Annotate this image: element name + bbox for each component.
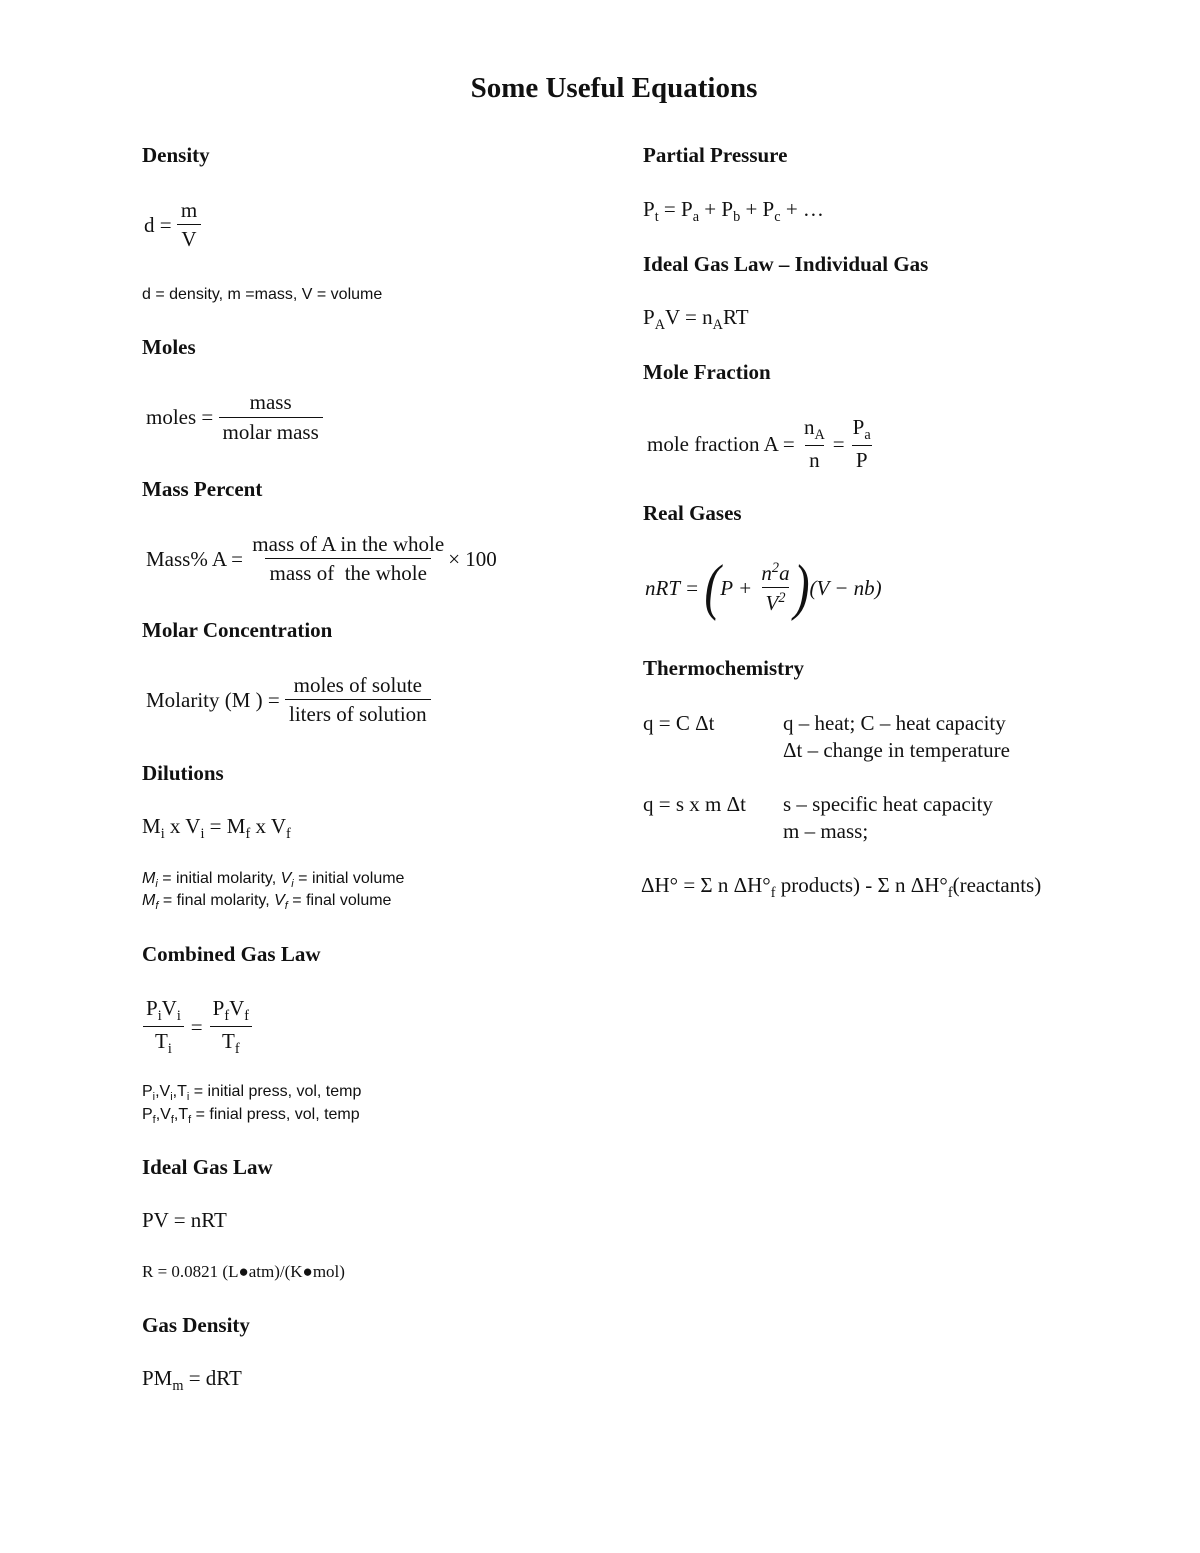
cg-t2: T (222, 1029, 235, 1054)
density-denominator: V (177, 224, 200, 252)
cg-v1: V (161, 996, 177, 1020)
moles-fraction (219, 390, 323, 445)
dil-m2: M (226, 814, 246, 838)
pp-sub-b: b (733, 209, 741, 226)
mf-n: n (803, 415, 815, 439)
thermo-desc-specific: s – specific heat capacity (783, 792, 993, 816)
thermo-desc-heat: q – heat; C – heat capacity (783, 711, 1006, 735)
note-initial-molarity: = initial molarity, (162, 870, 277, 887)
rg-v: V (765, 591, 779, 615)
dil-v1: V (185, 814, 201, 838)
dil-x2: x (250, 814, 271, 838)
hess-c: (reactants) (952, 873, 1042, 897)
equation-dilutions (142, 814, 291, 843)
moles-lhs: moles = (146, 405, 214, 429)
rg-a: a (779, 561, 790, 585)
combined-right-fraction (209, 996, 253, 1058)
pp-plus1: + (699, 197, 722, 221)
pp-sub-c: c (774, 209, 781, 226)
cgn-f2: f (170, 1114, 174, 1127)
dilutions-note-initial (142, 870, 404, 890)
heading-mole-fraction: Mole Fraction (643, 360, 771, 384)
note-initial-volume: = initial volume (298, 870, 405, 887)
cgn-i2: i (170, 1091, 173, 1104)
equation-molarity (146, 673, 431, 727)
dilutions-note-final (142, 892, 391, 912)
mf-sub-a: A (814, 427, 825, 444)
cgn-c4: , (173, 1106, 179, 1123)
density-fraction (177, 198, 201, 252)
combined-left-fraction (142, 996, 185, 1058)
rg-n: n (761, 561, 772, 585)
pp-p2: P (721, 197, 734, 221)
cgn-i3: i (186, 1091, 190, 1104)
equation-partial-pressure (643, 197, 824, 226)
moles-denominator: molar mass (219, 417, 323, 445)
cgn-initial-text: = initial press, vol, temp (193, 1083, 362, 1100)
note-sub-i: i (155, 878, 158, 891)
note-m-f: M (142, 892, 156, 909)
page-title: Some Useful Equations (470, 72, 758, 104)
note-sub-i2: i (291, 878, 294, 891)
hess-b: products) - Σ n ΔH° (775, 873, 948, 897)
heading-combined-gas-law: Combined Gas Law (142, 942, 321, 966)
molarity-lhs: Molarity (M ) = (146, 687, 280, 712)
equation-real-gases (645, 552, 882, 622)
mf-den-p: P (852, 445, 872, 473)
pp-plus2: + (740, 197, 763, 221)
mass-percent-fraction (248, 532, 448, 586)
thermo-eq-hess (641, 873, 1041, 902)
dil-v2: V (270, 814, 287, 838)
pp-p1: P (681, 197, 693, 221)
heading-thermochemistry: Thermochemistry (643, 656, 804, 680)
cg-i3: i (167, 1041, 172, 1058)
gd-sub-m: m (172, 1378, 184, 1395)
cgn-v2: V (160, 1106, 171, 1123)
cg-p2: P (212, 996, 225, 1020)
note-m-i: M (142, 870, 156, 887)
pp-p3: P (762, 197, 775, 221)
hess-sub-f2: f (947, 885, 953, 902)
rg-sup-v: 2 (778, 590, 786, 606)
mf-eq: = (832, 431, 845, 456)
heading-density: Density (142, 143, 210, 167)
cg-f1: f (224, 1008, 230, 1025)
dil-sub-i2: i (200, 826, 205, 843)
cgn-p1: P (142, 1083, 153, 1100)
dil-sub-f1: f (245, 826, 251, 843)
cg-i2: i (176, 1008, 181, 1025)
igi-sub-a1: A (654, 317, 665, 334)
note-final-volume: = final volume (292, 892, 392, 909)
hess-a: ΔH° = Σ n ΔH° (641, 873, 771, 897)
cg-p1: P (146, 996, 158, 1020)
dil-sub-i1: i (160, 826, 165, 843)
cgn-final-text: = finial press, vol, temp (195, 1106, 360, 1123)
cgn-c3: , (155, 1106, 161, 1123)
cgn-t1: T (177, 1083, 187, 1100)
heading-moles: Moles (142, 335, 196, 359)
igi-tail: RT (722, 305, 749, 329)
heading-partial-pressure: Partial Pressure (643, 143, 788, 167)
equation-combined-gas-law (142, 996, 253, 1058)
thermo-desc-mass: m – mass; (783, 819, 869, 843)
dil-m1: M (142, 814, 161, 838)
mass-percent-denominator: mass of the whole (265, 558, 430, 586)
dil-x1: x (164, 814, 186, 838)
mf-den-n: n (805, 445, 824, 473)
equation-ideal-gas-individual (643, 305, 749, 334)
heading-mass-percent: Mass Percent (142, 477, 263, 501)
molarity-fraction (285, 673, 431, 727)
heading-gas-density: Gas Density (142, 1313, 250, 1337)
equation-mass-percent (146, 532, 497, 586)
equation-mole-fraction (647, 415, 875, 473)
equation-moles (146, 390, 323, 445)
molarity-denominator: liters of solution (285, 699, 431, 727)
dil-sub-f2: f (286, 826, 291, 843)
equation-density (144, 198, 201, 252)
molarity-numerator: moles of solute (293, 673, 422, 697)
combined-note-final (142, 1106, 360, 1126)
igi-p: P (643, 305, 655, 329)
pp-sub-a: a (692, 209, 700, 226)
thermo-eq-heat: q = C Δt (643, 711, 715, 735)
rg-rhs: (V − nb) (809, 575, 882, 600)
cgn-c2: , (172, 1083, 178, 1100)
mass-percent-numerator: mass of A in the whole (252, 532, 445, 556)
heading-molar-concentration: Molar Concentration (142, 618, 333, 642)
cgn-v1: V (159, 1083, 171, 1100)
cgn-p2: P (142, 1106, 153, 1123)
rg-p-plus: P + (720, 575, 753, 600)
gd-pm: PM (142, 1366, 173, 1390)
mf-p: P (852, 415, 865, 439)
heading-ideal-gas-individual: Ideal Gas Law – Individual Gas (643, 252, 929, 276)
cg-i1: i (157, 1008, 162, 1025)
density-note: d = density, m =mass, V = volume (142, 286, 383, 303)
igi-sub-a2: A (712, 317, 723, 334)
cgn-t2: T (178, 1106, 189, 1123)
heading-real-gases: Real Gases (643, 501, 742, 525)
gd-rest: = dRT (183, 1366, 242, 1390)
note-sub-f: f (155, 900, 159, 913)
dil-eq: = (204, 814, 227, 838)
note-final-molarity: = final molarity, (162, 892, 270, 909)
equation-gas-density (142, 1366, 242, 1395)
cgn-c1: , (155, 1083, 160, 1100)
rg-paren-close: ) (793, 552, 810, 622)
mass-percent-times: × 100 (448, 546, 497, 571)
cg-eq: = (190, 1014, 203, 1039)
mf-lhs: mole fraction A = (647, 431, 795, 456)
mass-percent-lhs: Mass% A = (146, 546, 244, 571)
mf-fraction-1 (800, 415, 829, 473)
note-sub-f2: f (284, 900, 288, 913)
rg-fraction (757, 560, 793, 616)
heading-dilutions: Dilutions (142, 761, 224, 785)
mf-fraction-2 (849, 415, 875, 473)
thermo-eq-specific: q = s x m Δt (643, 792, 746, 816)
pp-sub-t: t (654, 209, 659, 226)
moles-numerator: mass (249, 390, 292, 414)
pp-tail: + … (780, 197, 824, 221)
cgn-i1: i (152, 1091, 156, 1104)
pp-p0: P (643, 197, 655, 221)
density-lhs: d = (144, 212, 172, 237)
cgn-f1: f (152, 1114, 156, 1127)
combined-note-initial (142, 1083, 361, 1103)
rg-lhs: nRT = (645, 575, 700, 600)
density-numerator: m (180, 198, 198, 222)
cg-f3: f (234, 1041, 240, 1058)
note-v-i: V (280, 870, 292, 887)
rg-sup-n: 2 (771, 560, 780, 576)
cgn-f3: f (188, 1114, 192, 1127)
equation-ideal-gas-law: PV = nRT (142, 1208, 227, 1232)
igi-mid: V = n (665, 305, 713, 329)
cg-f2: f (244, 1008, 250, 1025)
heading-ideal-gas-law: Ideal Gas Law (142, 1155, 273, 1179)
mf-sub-pa: a (864, 427, 871, 444)
rg-paren-open: ( (704, 552, 721, 622)
thermo-desc-temp: Δt – change in temperature (783, 738, 1010, 762)
cg-v2: V (229, 996, 245, 1020)
hess-sub-f1: f (770, 885, 776, 902)
gas-constant-value: R = 0.0821 (L●atm)/(K●mol) (142, 1262, 345, 1281)
pp-eq: = (658, 197, 681, 221)
cg-t1: T (155, 1029, 168, 1054)
note-v-f: V (274, 892, 285, 909)
